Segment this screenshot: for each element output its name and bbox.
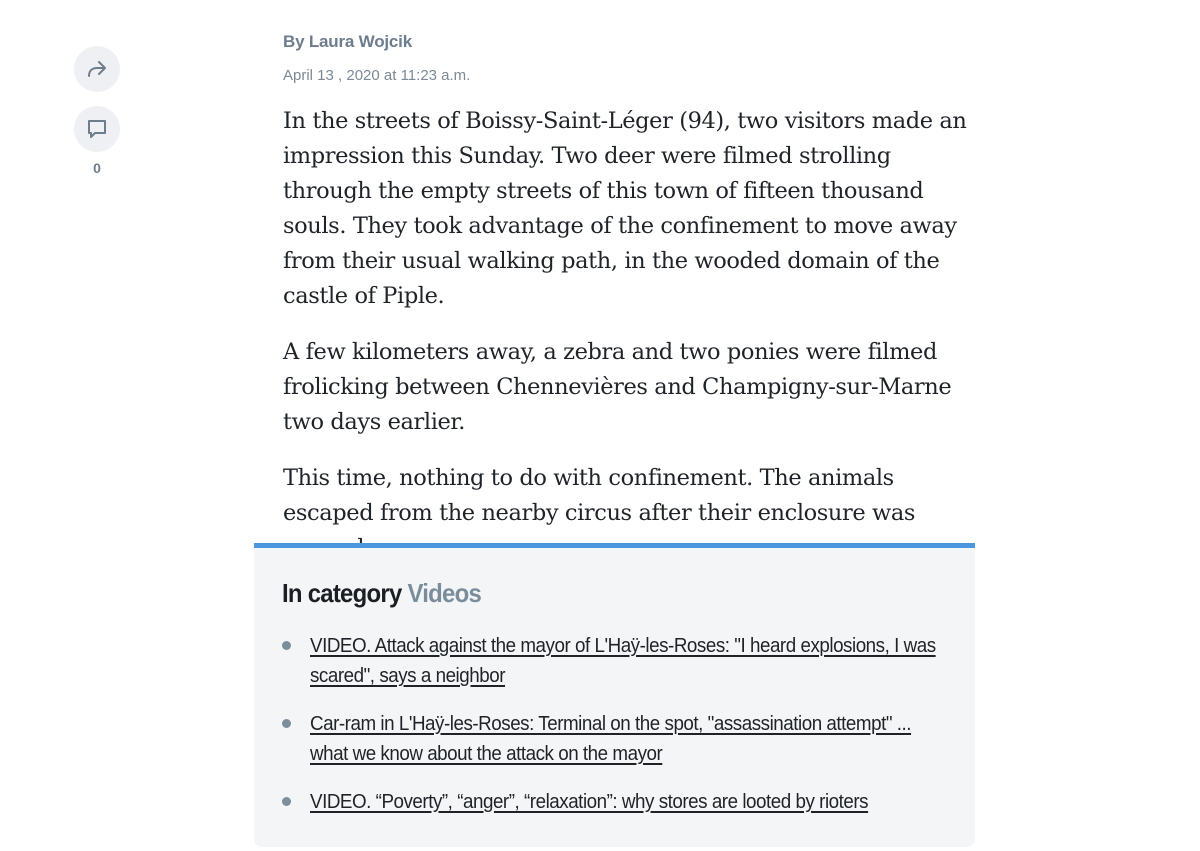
social-rail (74, 46, 120, 176)
article-paragraph: In the streets of Boissy-Saint-Léger (94), two visitors made an impression this Sunday. Two deer were filmed strolling through the empty streets of this town of fifteen thousand souls. They took advantage of the confinement to move away from their usual walking path, in the wooded domain of the castle of Piple. (283, 108, 967, 309)
article-paragraph: This time, nothing to do with confinement. The animals escaped from the nearby circus after their enclosure was (283, 465, 916, 526)
bullet-icon (282, 719, 291, 728)
article-date: April 13 , 2020 at 11:23 a.m. (283, 67, 471, 84)
article-author[interactable]: By Laura Wojcik (283, 32, 412, 51)
share-button[interactable] (74, 46, 120, 92)
related-list (282, 631, 947, 817)
related-heading-prefix: In category (282, 578, 402, 608)
list-item (282, 709, 947, 769)
related-link[interactable]: VIDEO. Attack against the mayor of L'Haÿ-les-Roses: "I heard explosions, I was scared", says a neighbor (310, 635, 936, 687)
article-body (283, 104, 983, 566)
comment-count: 0 (93, 160, 101, 176)
related-link[interactable]: Car-ram in L'Haÿ-les-Roses: Terminal on the spot, "assassination attempt" ... what we know about the attack on the mayor (310, 713, 912, 765)
list-item (282, 631, 947, 691)
related-videos-box (254, 543, 975, 847)
list-item (282, 787, 947, 817)
bullet-icon (282, 641, 291, 650)
related-link[interactable]: VIDEO. “Poverty”, “anger”, “relaxation”: why stores are looted by rioters (310, 791, 869, 813)
related-category-link[interactable]: Videos (407, 578, 482, 608)
article-paragraph: A few kilometers away, a zebra and two ponies were filmed frolicking between Chennevières and Champigny-sur-Marne two days earlier. (283, 339, 952, 435)
comment-button[interactable] (74, 106, 120, 152)
bullet-icon (282, 797, 291, 806)
comment-bubble-icon (85, 117, 109, 141)
article (283, 32, 983, 587)
share-arrow-icon (85, 57, 109, 81)
related-heading (282, 578, 894, 609)
